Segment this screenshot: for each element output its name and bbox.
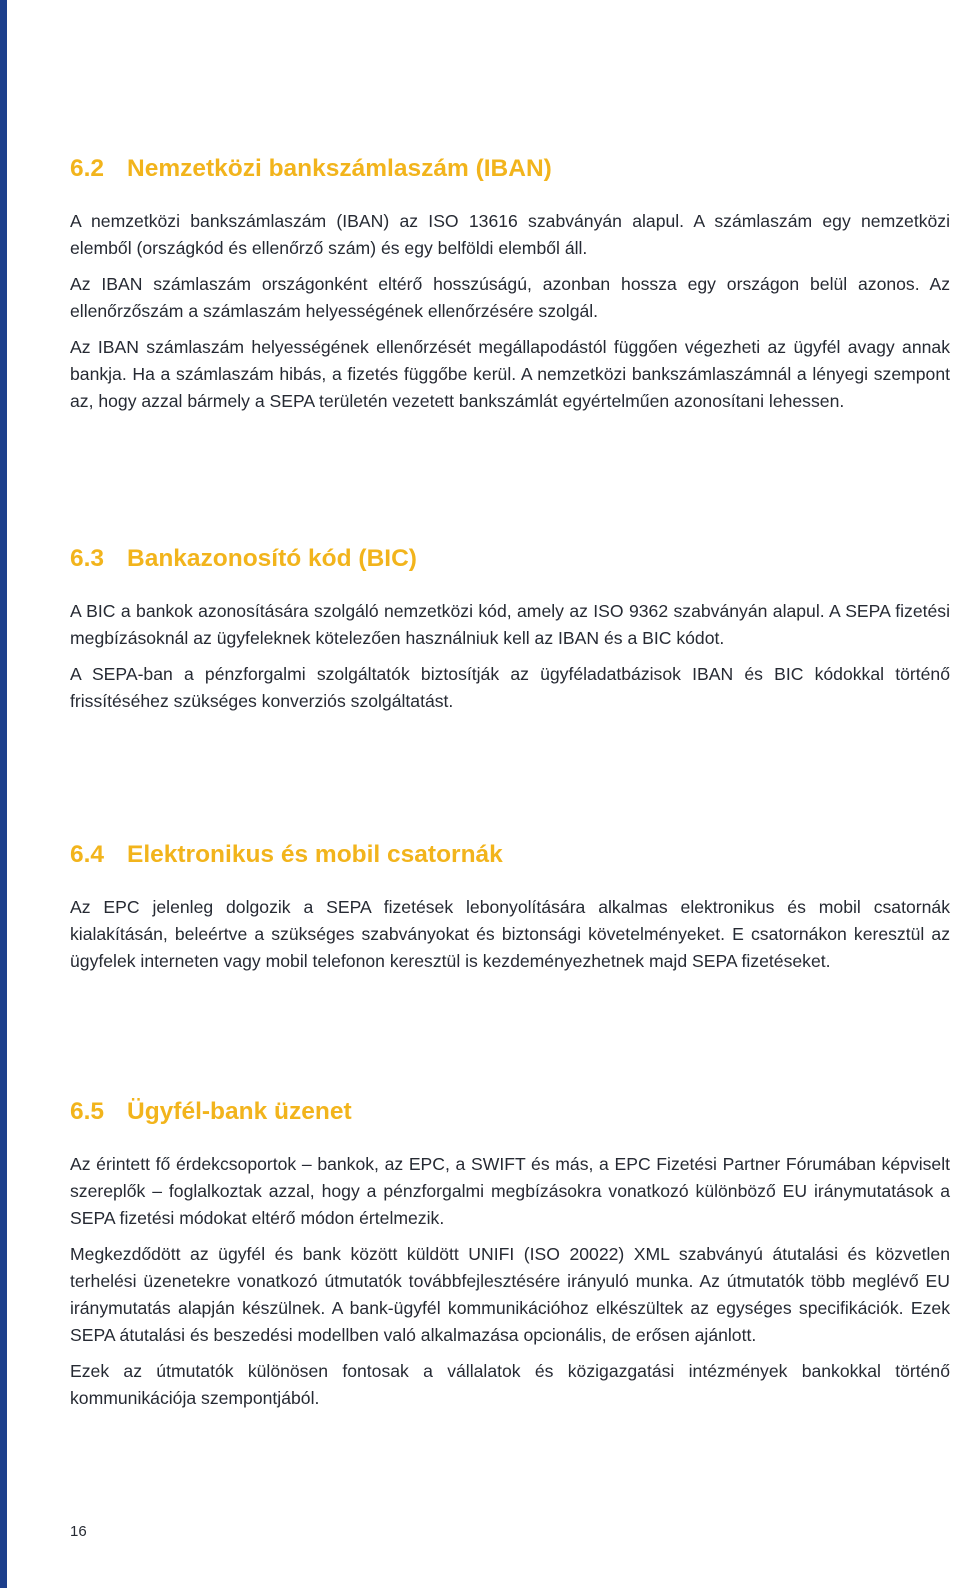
section-iban xyxy=(70,154,950,415)
paragraph: Az EPC jelenleg dolgozik a SEPA fizetések lebonyolítására alkalmas elektronikus és mobil csatornák kialakításán, beleértve a szükséges szabványokat és biztonsági követelményeket. E csatornákon keresztül az ügyfelek interneten vagy mobil telefonon keresztül is kezdeményezhetnek majd SEPA fizetéseket. xyxy=(70,897,950,971)
section-heading xyxy=(70,544,950,574)
paragraph: Ezek az útmutatók különösen fontosak a vállalatok és közigazgatási intézmények bankokkal történő kommunikációja szempontjából. xyxy=(70,1361,950,1408)
section-heading xyxy=(70,840,950,870)
section-client-bank-message xyxy=(70,1097,950,1412)
section-heading xyxy=(70,154,950,184)
section-bic xyxy=(70,544,950,715)
paragraph: Megkezdődött az ügyfél és bank között küldött UNIFI (ISO 20022) XML szabványú átutalási és közvetlen terhelési üzenetekre vonatkozó útmutatók továbbfejlesztésére irányuló munka. Az útmutatók több meglévő EU iránymutatás alapján készülnek. A bank-ügyfél kommunikációhoz elkészültek az egységes specifikációk. Ezek SEPA átutalási és beszedési modellben való alkalmazása opcionális, de erősen ajánlott. xyxy=(70,1244,950,1345)
paragraph: A SEPA-ban a pénzforgalmi szolgáltatók biztosítják az ügyféladatbázisok IBAN és BIC kódokkal történő frissítéséhez szükséges konverziós szolgáltatást. xyxy=(70,664,950,711)
paragraph: Az érintett fő érdekcsoportok – bankok, az EPC, a SWIFT és más, a EPC Fizetési Partner Fórumában képviselt szereplők – foglalkoztak azzal, hogy a pénzforgalmi megbízásokra vonatkozó különböző EU iránymutatások a SEPA fizetési módokat eltérő módon értelmezik. xyxy=(70,1154,950,1228)
section-title: Bankazonosító kód (BIC) xyxy=(127,545,417,572)
section-number: 6.3 xyxy=(70,545,105,572)
paragraph: A nemzetközi bankszámlaszám (IBAN) az ISO 13616 szabványán alapul. A számlaszám egy nemzetközi elemből (országkód és ellenőrző szám) és egy belföldi elemből áll. xyxy=(70,211,950,258)
paragraph: Az IBAN számlaszám országonként eltérő hosszúságú, azonban hossza egy országon belül azonos. Az ellenőrzőszám a számlaszám helyességének ellenőrzésére szolgál. xyxy=(70,274,950,321)
section-number: 6.4 xyxy=(70,841,105,868)
section-title: Nemzetközi bankszámlaszám (IBAN) xyxy=(127,155,552,182)
paragraph: A BIC a bankok azonosítására szolgáló nemzetközi kód, amely az ISO 9362 szabványán alapul. A SEPA fizetési megbízásoknál az ügyfeleknek kötelezően használniuk kell az IBAN és a BIC kódot. xyxy=(70,601,950,648)
section-number: 6.5 xyxy=(70,1098,105,1125)
section-number: 6.2 xyxy=(70,155,105,182)
section-title: Ügyfél-bank üzenet xyxy=(127,1098,352,1125)
section-electronic-channels xyxy=(70,840,950,975)
section-title: Elektronikus és mobil csatornák xyxy=(127,841,503,868)
page-number: 16 xyxy=(70,1523,87,1540)
left-edge-bar xyxy=(0,0,7,1588)
section-heading xyxy=(70,1097,950,1127)
paragraph: Az IBAN számlaszám helyességének ellenőrzését megállapodástól függően végezheti az ügyfél avagy annak bankja. Ha a számlaszám hibás, a fizetés függőbe kerül. A nemzetközi bankszámlaszámnál a lényegi szempont az, hogy azzal bármely a SEPA területén vezetett bankszámlát egyértelműen azonosítani lehessen. xyxy=(70,337,950,411)
